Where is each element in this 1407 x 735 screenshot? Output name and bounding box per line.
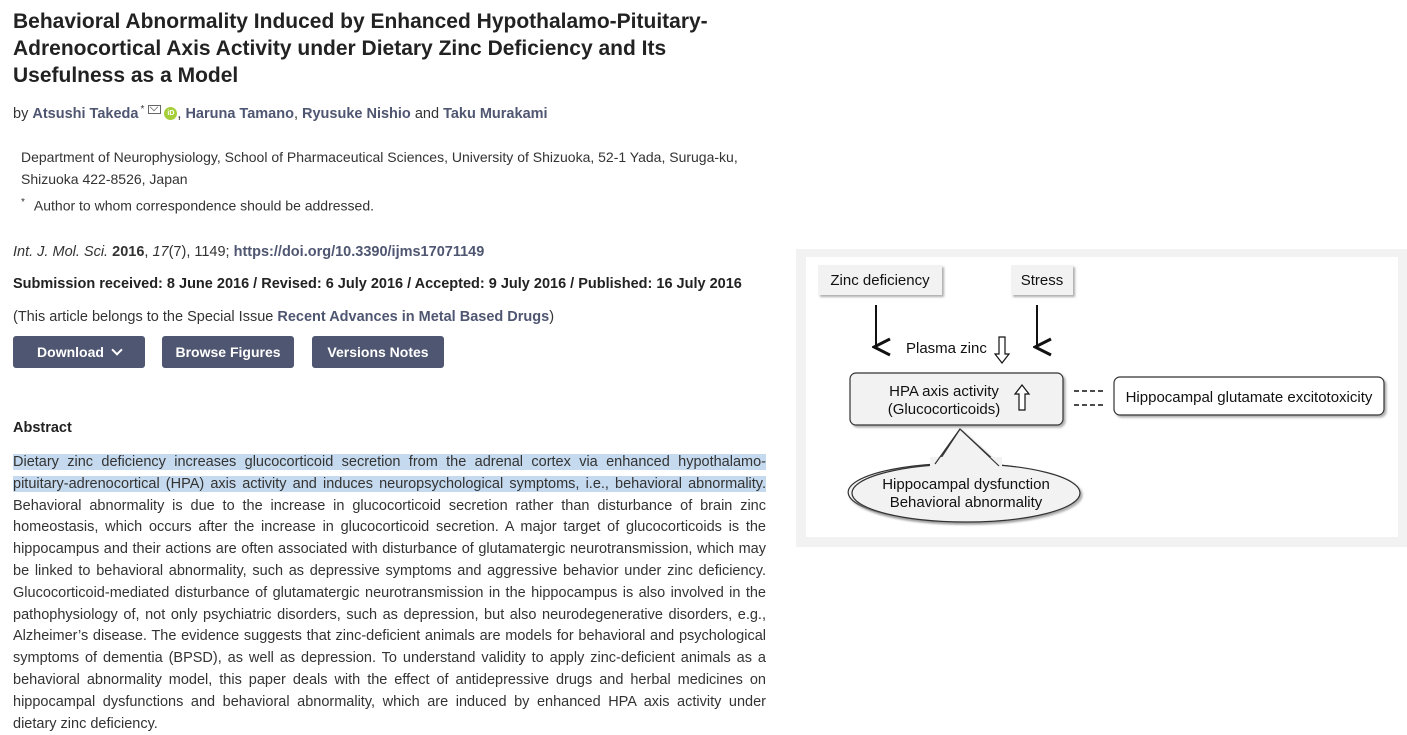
plasma-zinc-label: Plasma zinc	[906, 340, 987, 357]
by-label: by	[13, 105, 29, 122]
browse-figures-button[interactable]: Browse Figures	[162, 336, 294, 368]
abstract-body: Behavioral abnormality is due to the increase in glucocorticoid secretion rather than disturbance of brain zinc homeostasis, which occurs after the increase in glucocorticoid secretion. A major target of glucocorticoids is the hippocampus and their actions are often associated with disturbance of glutamatergic neurotransmission, which may be linked to behavioral abnormality, such as depressive symptoms and aggressive behavior under zinc deficiency. Glucocorticoid-mediated disturbance of glutamatergic neurotransmission in the hippocampus is also involved in the pathophysiology of, not only psychiatric disorders, such as depression, but also neurodegenerative disorders, e.g., Alzheimer’s disease. The evidence suggests that zinc-deficient animals are models for behavioral and psychological symptoms of dementia (BPSD), as well as depression. To understand validity to apply zinc-deficient animals as a behavioral abnormality model, this paper deals with the effect of antidepressive drugs and herbal medicines on hippocampal dysfunctions and behavioral abnormality, which are induced by enhanced HPA axis activity under dietary zinc deficiency.	[13, 497, 766, 732]
versions-notes-button[interactable]: Versions Notes	[312, 336, 444, 368]
correspondence-text: Author to whom correspondence should be addressed.	[33, 197, 375, 214]
correspondence-mark: *	[21, 196, 25, 208]
issue-page: (7), 1149;	[168, 244, 234, 261]
special-issue-prefix: (This article belongs to the Special Issue	[13, 309, 278, 326]
abstract-heading: Abstract	[13, 420, 72, 436]
author-link-tamano[interactable]: Haruna Tamano	[185, 105, 294, 122]
correspondence-note	[21, 193, 766, 216]
article-title: Behavioral Abnormality Induced by Enhanced Hypothalamo-Pituitary-Adrenocortical Axis Activity under Dietary Zinc Deficiency and Its Usefulness as a Model	[13, 10, 708, 87]
dysfunction-line1: Hippocampal dysfunction	[882, 476, 1050, 493]
affiliation: Department of Neurophysiology, School of Pharmaceutical Sciences, University of Shizuoka, 52-1 Yada, Suruga-ku, Shizuoka 422-8526, Japan	[21, 148, 738, 187]
author-link-murakami[interactable]: Taku Murakami	[443, 105, 548, 122]
excitotoxicity-label: Hippocampal glutamate excitotoxicity	[1125, 389, 1373, 406]
download-button[interactable]	[13, 336, 145, 368]
orcid-icon[interactable]: iD	[164, 107, 177, 120]
abstract-text	[13, 452, 766, 735]
chevron-down-icon	[111, 344, 122, 355]
corresponding-author-mark: *	[140, 104, 145, 115]
volume: 17	[152, 244, 169, 261]
special-issue-link[interactable]: Recent Advances in Metal Based Drugs	[277, 309, 550, 326]
special-issue-suffix: )	[549, 309, 555, 326]
zinc-deficiency-label: Zinc deficiency	[830, 272, 930, 289]
dysfunction-ellipse	[852, 464, 1080, 522]
year: 2016	[112, 244, 145, 261]
article-header	[13, 8, 766, 732]
special-issue-note	[13, 307, 766, 327]
download-label: Download	[37, 344, 104, 360]
hpa-line1: HPA axis activity	[889, 383, 999, 400]
mail-icon[interactable]	[148, 105, 161, 114]
stress-label: Stress	[1020, 272, 1064, 289]
journal-name: Int. J. Mol. Sci.	[13, 244, 109, 261]
graphical-abstract-diagram	[806, 257, 1398, 537]
action-buttons	[13, 339, 766, 371]
graphical-abstract-figure[interactable]	[796, 249, 1407, 547]
hpa-line2: (Glucocorticoids)	[887, 401, 1001, 418]
author-link-nishio[interactable]: Ryusuke Nishio	[302, 105, 411, 122]
doi-link[interactable]: https://doi.org/10.3390/ijms17071149	[233, 244, 485, 261]
and-label: and	[414, 105, 440, 122]
author-link-takeda[interactable]: Atsushi Takeda	[32, 105, 139, 122]
dysfunction-line2: Behavioral abnormality	[889, 494, 1043, 511]
citation: Int. J. Mol. Sci. 2016, 17(7), 1149; https://doi.org/10.3390/ijms17071149	[13, 244, 485, 261]
author-list: by Atsushi Takeda * iD , Haruna Tamano, Ryusuke Nishio and Taku Murakami	[13, 104, 548, 122]
publication-dates: Submission received: 8 June 2016 / Revised: 6 July 2016 / Accepted: 9 July 2016 / Published: 16 July 2016	[13, 276, 742, 293]
abstract-highlighted-sentence: Dietary zinc deficiency increases glucocorticoid secretion from the adrenal cortex via enhanced hypothalamo-pituitary-adrenocortical (HPA) axis activity and induces neuropsychological symptoms, i.e., behavioral abnormality.	[13, 454, 766, 492]
